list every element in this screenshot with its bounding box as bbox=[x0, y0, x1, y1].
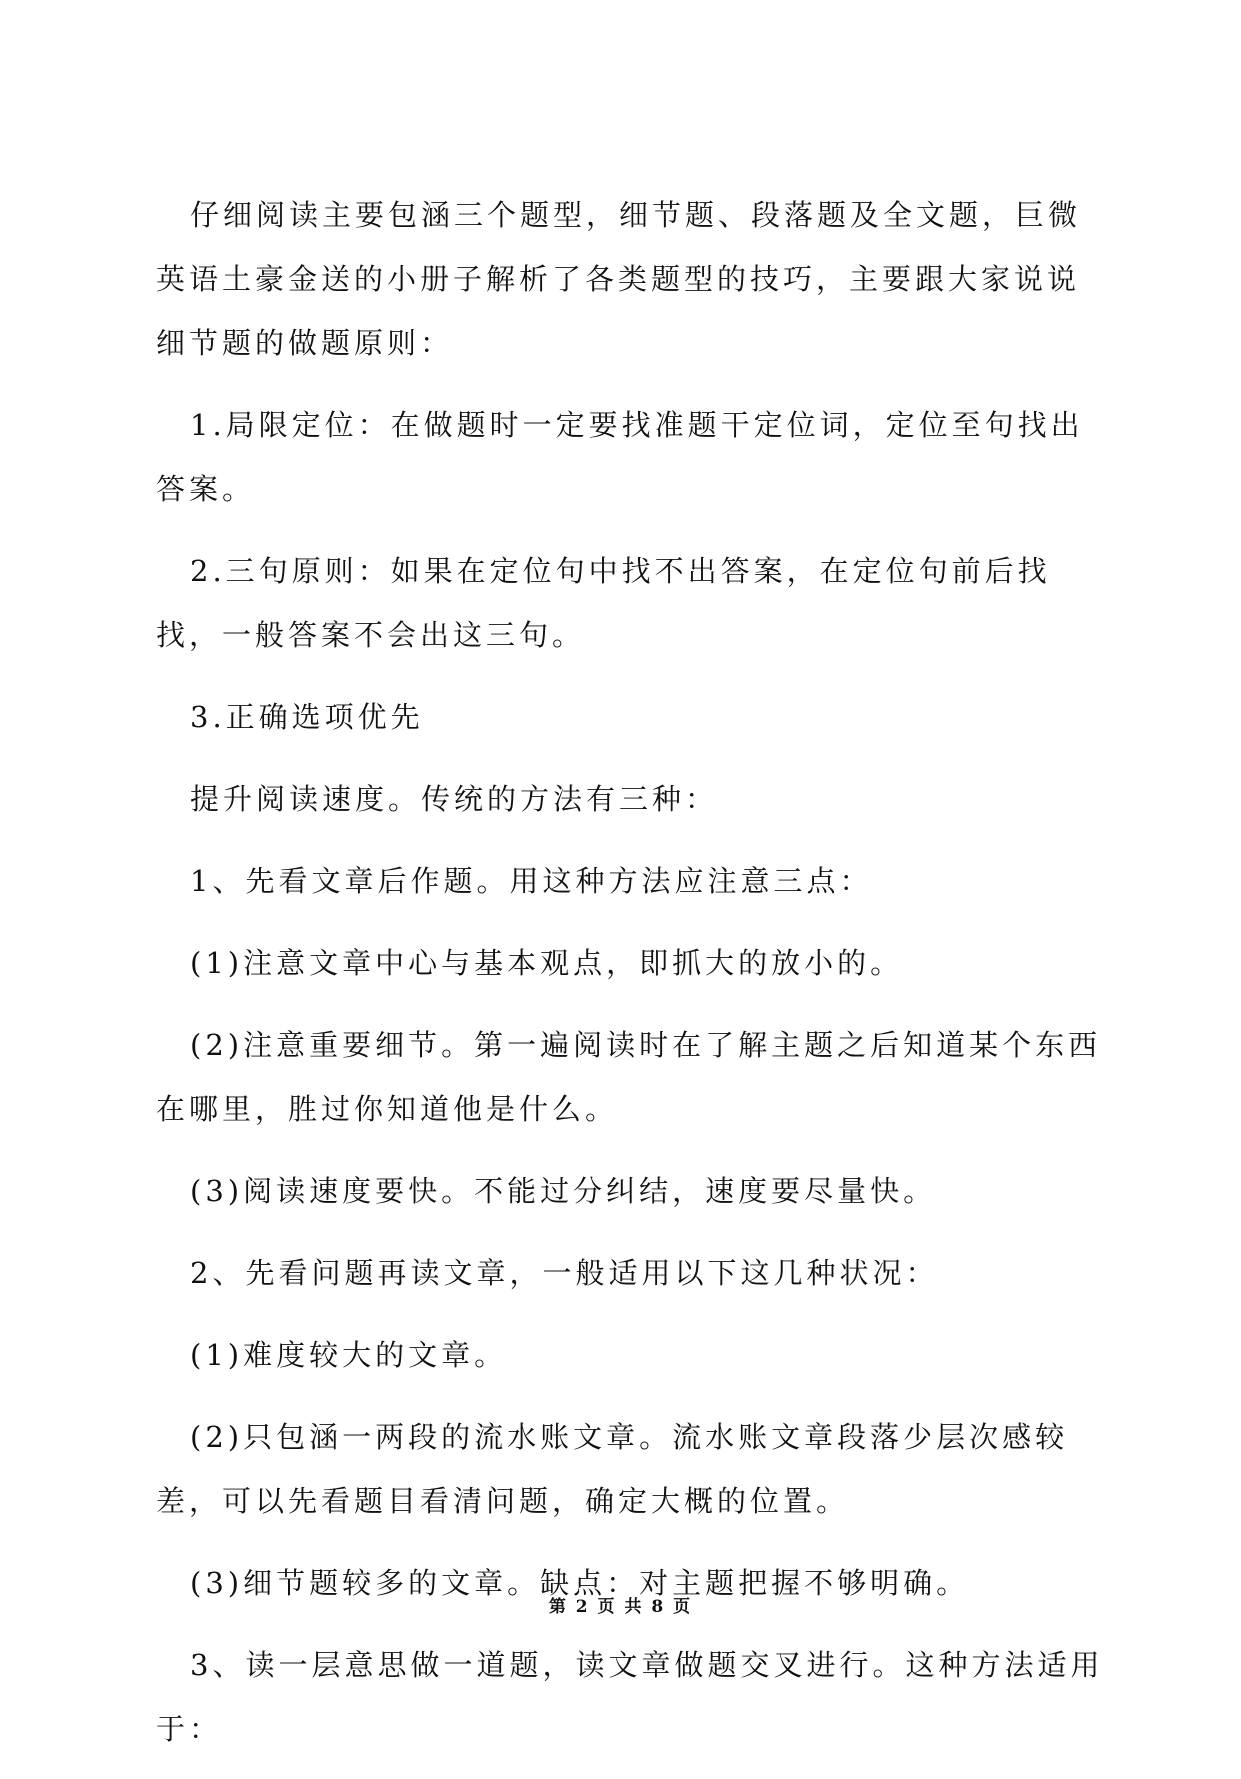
paragraph-rule-3: 3.正确选项优先 bbox=[190, 700, 424, 734]
page-number-footer: 第 2 页 共 8 页 bbox=[548, 1597, 693, 1617]
document-body bbox=[156, 183, 1106, 1779]
paragraph-method-1-point-1: (1)注意文章中心与基本观点，即抓大的放小的。 bbox=[190, 946, 904, 980]
paragraph-method-2-point-3: (3)细节题较多的文章。缺点：对主题把握不够明确。 bbox=[190, 1566, 970, 1600]
paragraph-method-1-point-2: (2)注意重要细节。第一遍阅读时在了解主题之后知道某个东西在哪里，胜过你知道他是什么。 bbox=[156, 1028, 1102, 1126]
paragraph-method-1: 1、先看文章后作题。用这种方法应注意三点： bbox=[190, 864, 873, 898]
paragraph-method-2-point-2: (2)只包涵一两段的流水账文章。流水账文章段落少层次感较差，可以先看题目看清问题，确定大概的位置。 bbox=[156, 1420, 1069, 1518]
paragraph-method-1-point-3: (3)阅读速度要快。不能过分纠结，速度要尽量快。 bbox=[190, 1174, 937, 1208]
paragraph-speed-heading: 提升阅读速度。传统的方法有三种： bbox=[190, 782, 719, 816]
paragraph-method-2-point-1: (1)难度较大的文章。 bbox=[190, 1338, 508, 1372]
paragraph-method-3: 3、读一层意思做一道题，读文章做题交叉进行。这种方法适用于： bbox=[156, 1648, 1104, 1746]
paragraph-intro: 仔细阅读主要包涵三个题型，细节题、段落题及全文题，巨微英语土豪金送的小册子解析了各类题型的技巧，主要跟大家说说细节题的做题原则： bbox=[156, 198, 1082, 360]
paragraph-rule-2: 2.三句原则：如果在定位句中找不出答案，在定位句前后找找，一般答案不会出这三句。 bbox=[156, 554, 1051, 652]
paragraph-method-2: 2、先看问题再读文章，一般适用以下这几种状况： bbox=[190, 1256, 939, 1290]
paragraph-rule-1: 1.局限定位：在做题时一定要找准题干定位词，定位至句找出答案。 bbox=[156, 408, 1084, 506]
